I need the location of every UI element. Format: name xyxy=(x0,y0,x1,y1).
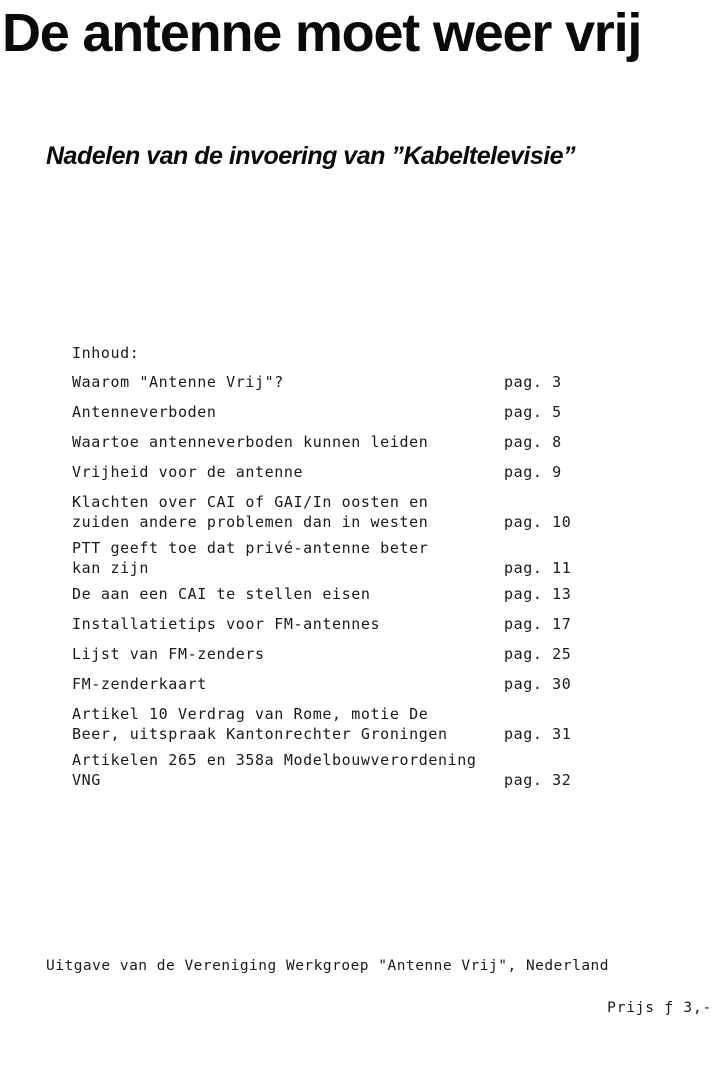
toc-entry-title: Artikelen 265 en 358a Modelbouwverordening VNG xyxy=(72,751,477,789)
toc-entry-title: Waarom "Antenne Vrij"? xyxy=(72,373,284,391)
toc-entry-title: Lijst van FM-zenders xyxy=(72,645,265,663)
toc-entry xyxy=(72,750,592,790)
toc-entry xyxy=(72,644,592,664)
toc-entry-page: pag. 9 xyxy=(504,463,562,481)
toc-entry-page: pag. 8 xyxy=(504,433,562,451)
toc-entry xyxy=(72,492,592,532)
toc-entry-page: pag. 32 xyxy=(504,771,572,789)
toc-heading: Inhoud: xyxy=(72,344,140,362)
toc-entry-page: pag. 17 xyxy=(504,615,572,633)
toc-entry xyxy=(72,432,592,452)
toc-entry xyxy=(72,538,592,578)
toc-entry-title: Installatietips voor FM-antennes xyxy=(72,615,381,633)
toc-entry xyxy=(72,462,592,482)
toc-entry xyxy=(72,674,592,694)
toc-entry-page: pag. 25 xyxy=(504,645,572,663)
document-subtitle: Nadelen van de invoering van ”Kabeltelevisie” xyxy=(46,142,576,170)
toc-entry-page: pag. 3 xyxy=(504,373,562,391)
toc-entry-title: Artikel 10 Verdrag van Rome, motie De Beer, uitspraak Kantonrechter Groningen xyxy=(72,705,448,743)
toc-entry-title: Klachten over CAI of GAI/In oosten en zuiden andere problemen dan in westen xyxy=(72,493,429,531)
toc-entry-page: pag. 10 xyxy=(504,513,572,531)
toc-entry-title: Antenneverboden xyxy=(72,403,217,421)
toc-entry-title: PTT geeft toe dat privé-antenne beter kan zijn xyxy=(72,539,429,577)
toc-entry xyxy=(72,584,592,604)
toc-entry-page: pag. 13 xyxy=(504,585,572,603)
toc-entry-title: De aan een CAI te stellen eisen xyxy=(72,585,371,603)
toc-entry-page: pag. 5 xyxy=(504,403,562,421)
toc-entry xyxy=(72,704,592,744)
table-of-contents xyxy=(72,372,592,796)
toc-entry xyxy=(72,372,592,392)
toc-entry-page: pag. 31 xyxy=(504,725,572,743)
toc-entry xyxy=(72,402,592,422)
toc-entry xyxy=(72,614,592,634)
price-label: Prijs ƒ 3,- xyxy=(607,1000,712,1016)
toc-entry-page: pag. 30 xyxy=(504,675,572,693)
publisher-line: Uitgave van de Vereniging Werkgroep "Antenne Vrij", Nederland xyxy=(46,958,610,974)
toc-entry-title: Vrijheid voor de antenne xyxy=(72,463,304,481)
document-title: De antenne moet weer vrij xyxy=(2,3,642,63)
toc-entry-page: pag. 11 xyxy=(504,559,572,577)
toc-entry-title: Waartoe antenneverboden kunnen leiden xyxy=(72,433,429,451)
toc-entry-title: FM-zenderkaart xyxy=(72,675,207,693)
